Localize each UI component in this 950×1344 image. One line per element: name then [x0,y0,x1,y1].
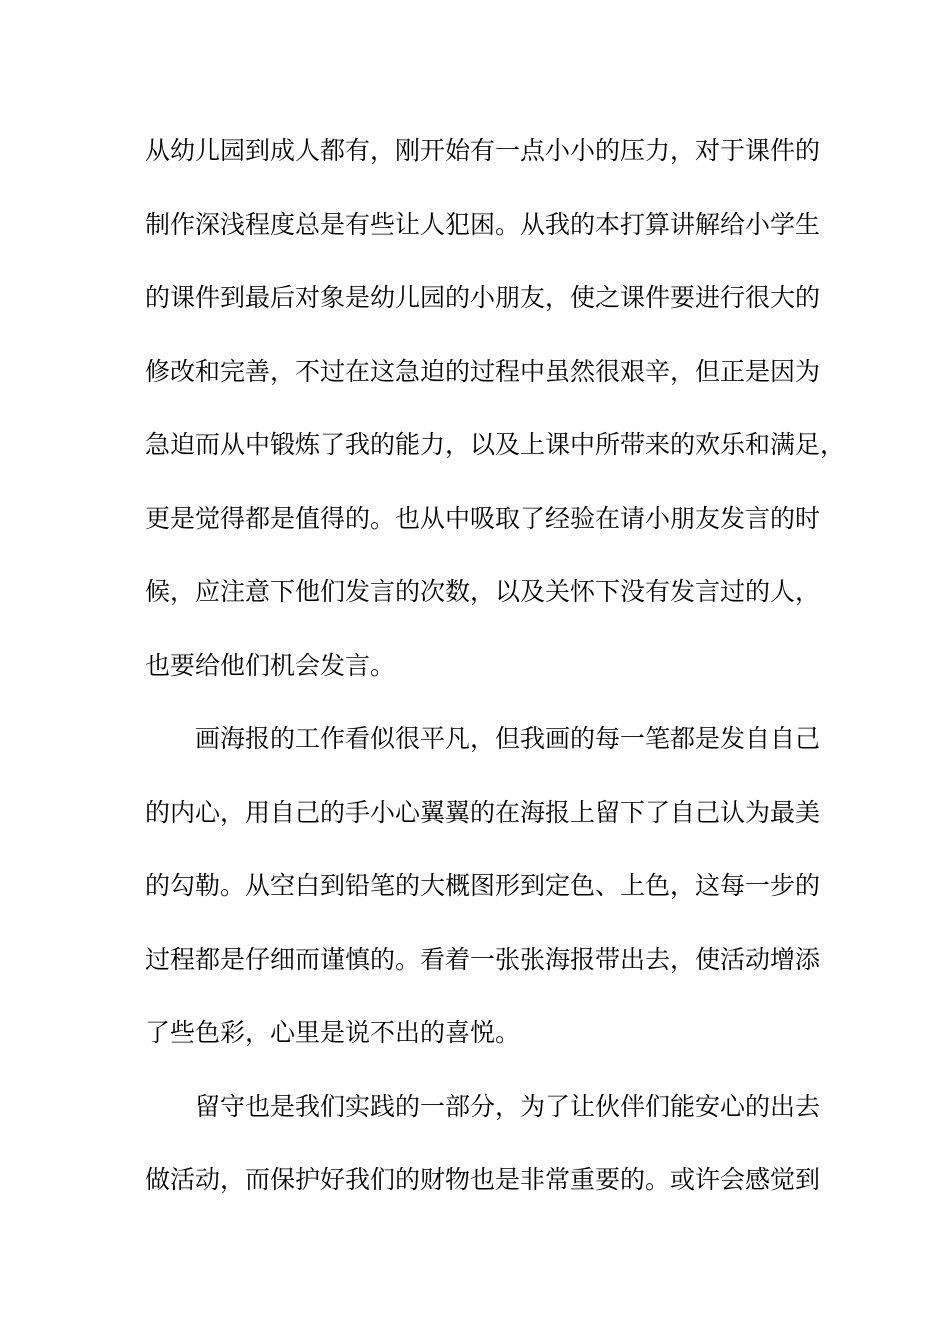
text-line: 修改和完善，不过在这急迫的过程中虽然很艰辛，但正是因为 [145,356,821,386]
text-line-indented: 留守也是我们实践的一部分，为了让伙伴们能安心的出去 [195,1091,821,1121]
text-line: 的课件到最后对象是幼儿园的小朋友，使之课件要进行很大的 [145,283,821,312]
text-line: 更是觉得都是值得的。也从中吸取了经验在请小朋友发言的时 [145,503,821,533]
text-line: 从幼儿园到成人都有，刚开始有一点小小的压力，对于课件的 [145,136,821,165]
text-line: 也要给他们机会发言。 [145,650,396,680]
text-line: 做活动，而保护好我们的财物也是非常重要的。或许会感觉到 [145,1165,821,1194]
text-line: 过程都是仔细而谨慎的。看着一张张海报带出去，使活动增添 [145,944,821,974]
paragraph-3 [145,1082,825,1229]
text-line: 的内心，用自己的手小心翼翼的在海报上留下了自己认为最美 [145,797,821,827]
text-line: 急迫而从中锻炼了我的能力，以及上课中所带来的欢乐和满足， [145,430,846,459]
body-text [145,126,846,1229]
text-line: 制作深浅程度总是有些让人犯困。从我的本打算讲解给小学生 [145,209,821,239]
paragraph-1 [145,126,846,714]
text-line-indented: 画海报的工作看似很平凡，但我画的每一笔都是发自自己 [195,724,821,753]
text-line: 了些色彩，心里是说不出的喜悦。 [145,1018,521,1047]
text-line: 的勾勒。从空白到铅笔的大概图形到定色、上色，这每一步的 [145,871,821,900]
paragraph-2 [145,714,825,1082]
text-line: 候，应注意下他们发言的次数，以及关怀下没有发言过的人， [145,577,821,606]
